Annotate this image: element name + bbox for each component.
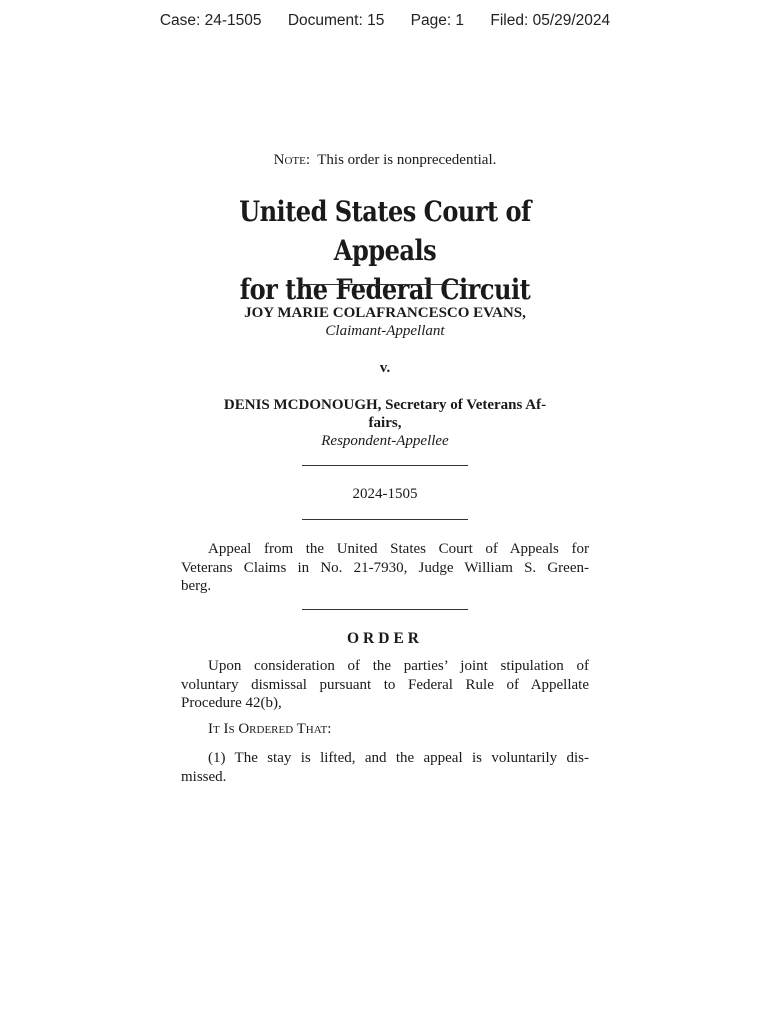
order-item-1-line2: missed. bbox=[181, 768, 227, 785]
consideration-paragraph bbox=[181, 657, 589, 713]
appeal-from-line1: Appeal from the United States Court of Appeals for bbox=[208, 541, 589, 557]
it-is-ordered-that: It Is Ordered That: bbox=[208, 721, 332, 737]
appellant-block bbox=[181, 304, 589, 340]
court-title-line2: for the Federal Circuit bbox=[239, 273, 531, 306]
divider-rule bbox=[302, 609, 468, 610]
note-label: Note: bbox=[273, 152, 311, 168]
order-item-1 bbox=[181, 749, 589, 786]
ecf-header bbox=[0, 12, 770, 30]
appeal-from-line3: berg. bbox=[181, 578, 212, 594]
divider-rule bbox=[302, 465, 468, 466]
versus: v. bbox=[379, 360, 391, 376]
order-item-1-line1: (1) The stay is lifted, and the appeal is voluntarily dis- bbox=[208, 750, 589, 766]
appellee-name-line1: DENIS MCDONOUGH, Secretary of Veterans Af- bbox=[223, 397, 547, 413]
court-title-line1: United States Court of Appeals bbox=[239, 195, 531, 267]
consideration-line2: voluntary dismissal pursuant to Federal Rule of Appellate bbox=[181, 676, 589, 693]
filed-date: Filed: 05/29/2024 bbox=[490, 12, 611, 29]
appeal-from-line2: Veterans Claims in No. 21-7930, Judge William S. Green- bbox=[181, 559, 589, 576]
case-number: Case: 24-1505 bbox=[159, 12, 262, 29]
order-heading: ORDER bbox=[347, 630, 423, 647]
appellee-role: Respondent-Appellee bbox=[321, 433, 449, 449]
divider-rule bbox=[302, 284, 468, 285]
appeal-from-paragraph bbox=[181, 540, 589, 596]
page-number: Page: 1 bbox=[410, 12, 465, 29]
appellant-name: JOY MARIE COLAFRANCESCO EVANS, bbox=[244, 305, 526, 321]
appellee-name-line2: fairs, bbox=[368, 415, 402, 431]
note-text: This order is nonprecedential. bbox=[317, 152, 497, 168]
appellant-role: Claimant-Appellant bbox=[325, 323, 445, 339]
docket-number: 2024-1505 bbox=[352, 486, 418, 502]
consideration-line1: Upon consideration of the parties’ joint stipulation of bbox=[208, 658, 589, 674]
document-number: Document: 15 bbox=[287, 12, 385, 29]
consideration-line3: Procedure 42(b), bbox=[181, 695, 282, 711]
court-title bbox=[210, 192, 561, 309]
precedential-note bbox=[181, 152, 589, 169]
appellee-block bbox=[181, 396, 589, 450]
divider-rule bbox=[302, 519, 468, 520]
